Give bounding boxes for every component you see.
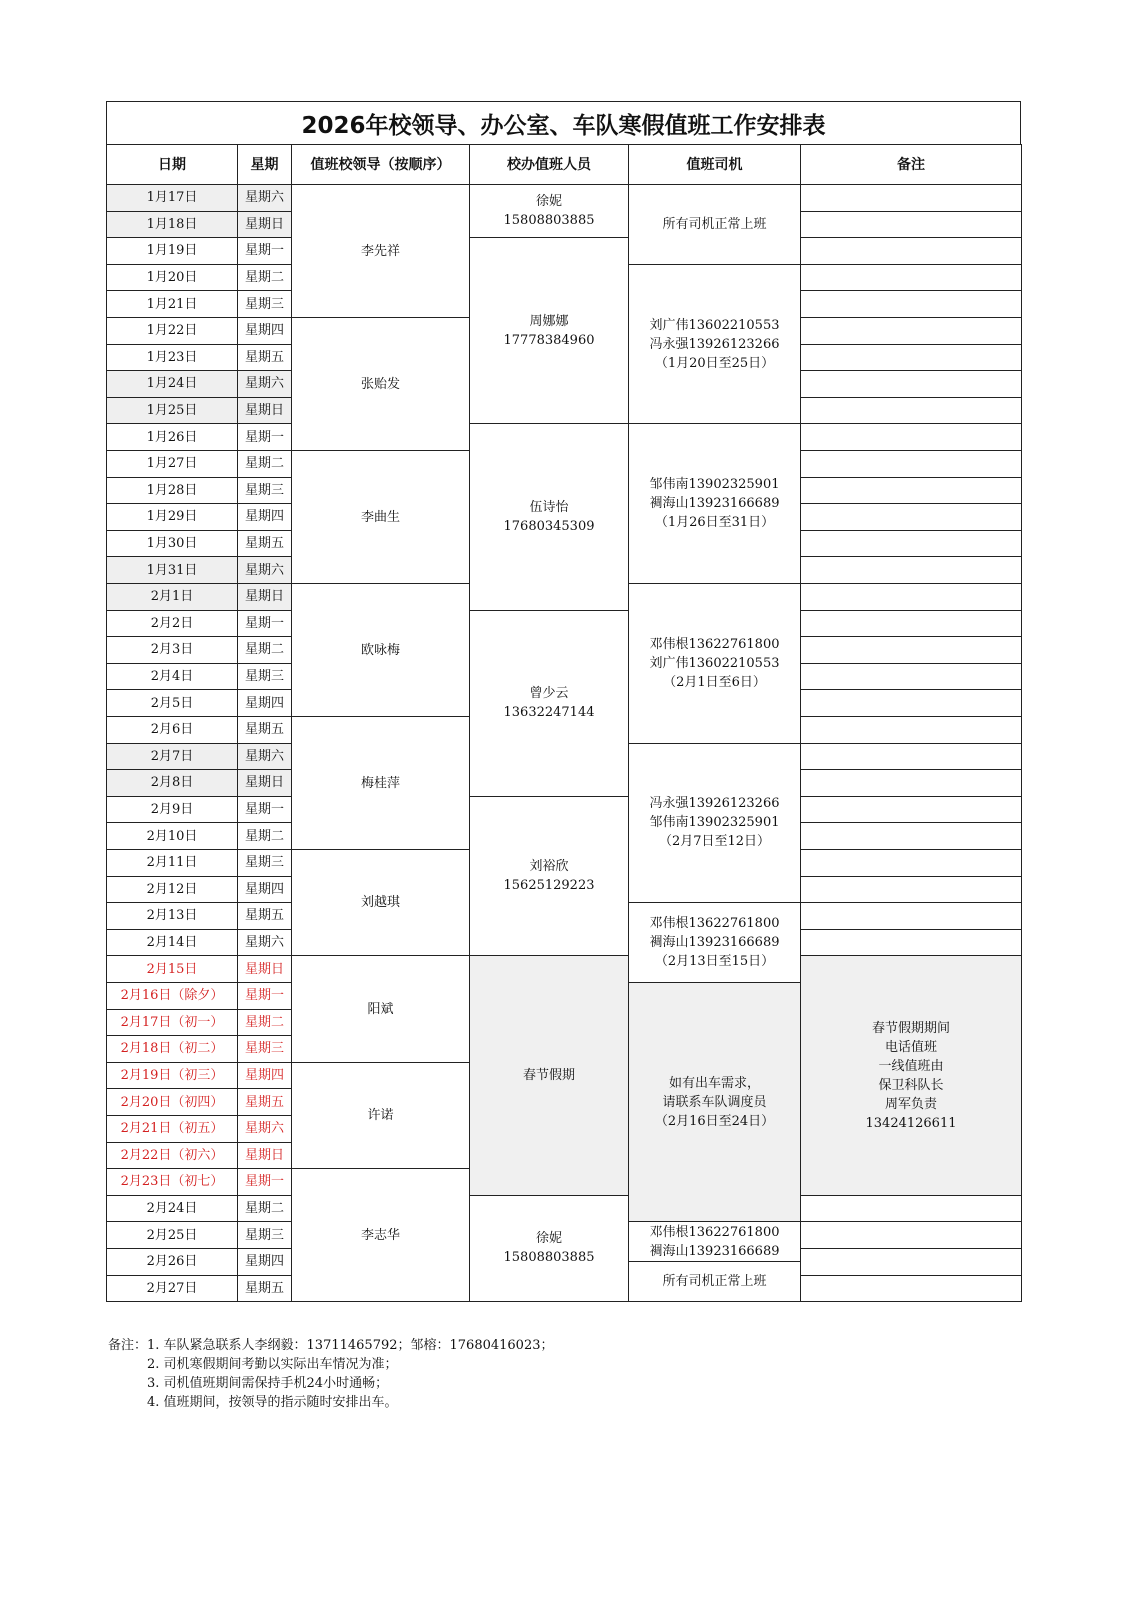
date-cell: 2月16日（除夕） — [106, 982, 238, 1010]
weekday-cell: 星期三 — [237, 1221, 292, 1249]
weekday-cell: 星期四 — [237, 876, 292, 904]
remarks-cell — [800, 876, 1022, 904]
leader-cell: 阳斌 — [291, 955, 470, 1062]
weekday-cell: 星期六 — [237, 743, 292, 771]
remarks-cell — [800, 211, 1022, 239]
date-cell: 2月21日（初五） — [106, 1115, 238, 1143]
driver-cell: 所有司机正常上班 — [628, 1261, 801, 1302]
header-office: 校办值班人员 — [469, 144, 629, 186]
weekday-cell: 星期二 — [237, 822, 292, 850]
weekday-cell: 星期日 — [237, 397, 292, 425]
remarks-cell — [800, 1195, 1022, 1223]
weekday-cell: 星期五 — [237, 716, 292, 744]
driver-cell: 刘广伟13602210553 冯永强13926123266 （1月20日至25日） — [628, 264, 801, 425]
date-cell: 2月3日 — [106, 636, 238, 664]
remarks-cell — [800, 477, 1022, 505]
driver-cell: 邹伟南13902325901 裯海山13923166689 （1月26日至31日） — [628, 423, 801, 584]
remarks-cell — [800, 344, 1022, 372]
remarks-cell — [800, 636, 1022, 664]
remarks-cell — [800, 503, 1022, 531]
weekday-cell: 星期二 — [237, 1195, 292, 1223]
remarks-cell — [800, 1248, 1022, 1276]
weekday-cell: 星期一 — [237, 796, 292, 824]
weekday-cell: 星期四 — [237, 317, 292, 345]
date-cell: 2月24日 — [106, 1195, 238, 1223]
remarks-cell — [800, 237, 1022, 265]
remarks-cell — [800, 743, 1022, 771]
date-cell: 1月29日 — [106, 503, 238, 531]
leader-cell: 张贻发 — [291, 317, 470, 451]
remarks-cell — [800, 556, 1022, 584]
date-cell: 1月23日 — [106, 344, 238, 372]
remarks-cell — [800, 822, 1022, 850]
remarks-cell — [800, 184, 1022, 212]
remarks-cell — [800, 290, 1022, 318]
weekday-cell: 星期一 — [237, 982, 292, 1010]
office-staff-cell: 徐妮 15808803885 — [469, 1195, 629, 1302]
date-cell: 1月31日 — [106, 556, 238, 584]
weekday-cell: 星期三 — [237, 849, 292, 877]
date-cell: 2月17日（初一） — [106, 1009, 238, 1037]
header-remarks: 备注 — [800, 144, 1022, 186]
remarks-cell — [800, 450, 1022, 478]
leader-cell: 欧咏梅 — [291, 583, 470, 717]
office-staff-cell: 春节假期 — [469, 955, 629, 1195]
date-cell: 2月6日 — [106, 716, 238, 744]
duty-schedule-table — [106, 101, 1021, 1331]
weekday-cell: 星期一 — [237, 423, 292, 451]
date-cell: 1月27日 — [106, 450, 238, 478]
weekday-cell: 星期四 — [237, 689, 292, 717]
remarks-cell — [800, 530, 1022, 558]
weekday-cell: 星期日 — [237, 769, 292, 797]
weekday-cell: 星期六 — [237, 1115, 292, 1143]
weekday-cell: 星期六 — [237, 370, 292, 398]
weekday-cell: 星期六 — [237, 929, 292, 957]
header-weekday: 星期 — [237, 144, 292, 186]
remarks-cell — [800, 716, 1022, 744]
date-cell: 2月13日 — [106, 902, 238, 930]
leader-cell: 李先祥 — [291, 184, 470, 318]
driver-cell: 邓伟根13622761800 刘广伟13602210553 （2月1日至6日） — [628, 583, 801, 744]
remarks-holiday-cell: 春节假期期间 电话值班 一线值班由 保卫科队长 周军负责 13424126611 — [800, 955, 1022, 1195]
office-staff-cell: 周娜娜 17778384960 — [469, 237, 629, 424]
weekday-cell: 星期六 — [237, 556, 292, 584]
weekday-cell: 星期五 — [237, 902, 292, 930]
footnote-1: 备注：1. 车队紧急联系人李纲毅：13711465792；邹榕：17680416023； — [108, 1338, 554, 1353]
driver-cell: 所有司机正常上班 — [628, 184, 801, 265]
weekday-cell: 星期日 — [237, 583, 292, 611]
weekday-cell: 星期二 — [237, 636, 292, 664]
date-cell: 1月20日 — [106, 264, 238, 292]
weekday-cell: 星期四 — [237, 1248, 292, 1276]
driver-cell: 如有出车需求， 请联系车队调度员 （2月16日至24日） — [628, 982, 801, 1222]
remarks-cell — [800, 796, 1022, 824]
date-cell: 1月24日 — [106, 370, 238, 398]
footnote-3: 3. 司机值班期间需保持手机24小时通畅； — [108, 1376, 389, 1391]
date-cell: 2月12日 — [106, 876, 238, 904]
weekday-cell: 星期一 — [237, 1168, 292, 1196]
date-cell: 2月15日 — [106, 955, 238, 983]
date-cell: 2月26日 — [106, 1248, 238, 1276]
weekday-cell: 星期二 — [237, 450, 292, 478]
table-title: 2026年校领导、办公室、车队寒假值班工作安排表 — [106, 101, 1021, 145]
date-cell: 1月21日 — [106, 290, 238, 318]
weekday-cell: 星期四 — [237, 1062, 292, 1090]
remarks-cell — [800, 689, 1022, 717]
weekday-cell: 星期三 — [237, 290, 292, 318]
leader-cell: 李志华 — [291, 1168, 470, 1302]
office-staff-cell: 曾少云 13632247144 — [469, 610, 629, 797]
remarks-cell — [800, 769, 1022, 797]
weekday-cell: 星期二 — [237, 1009, 292, 1037]
date-cell: 1月28日 — [106, 477, 238, 505]
date-cell: 2月1日 — [106, 583, 238, 611]
weekday-cell: 星期三 — [237, 477, 292, 505]
date-cell: 1月22日 — [106, 317, 238, 345]
office-staff-cell: 刘裕欣 15625129223 — [469, 796, 629, 957]
date-cell: 2月8日 — [106, 769, 238, 797]
office-staff-cell: 徐妮 15808803885 — [469, 184, 629, 238]
remarks-cell — [800, 929, 1022, 957]
date-cell: 2月5日 — [106, 689, 238, 717]
remarks-cell — [800, 610, 1022, 638]
weekday-cell: 星期三 — [237, 663, 292, 691]
header-driver: 值班司机 — [628, 144, 801, 186]
date-cell: 2月25日 — [106, 1221, 238, 1249]
weekday-cell: 星期五 — [237, 1088, 292, 1116]
weekday-cell: 星期四 — [237, 503, 292, 531]
footnote-2: 2. 司机寒假期间考勤以实际出车情况为准； — [108, 1357, 398, 1372]
remarks-cell — [800, 1221, 1022, 1249]
date-cell: 2月20日（初四） — [106, 1088, 238, 1116]
date-cell: 2月14日 — [106, 929, 238, 957]
date-cell: 1月30日 — [106, 530, 238, 558]
weekday-cell: 星期日 — [237, 1142, 292, 1170]
date-cell: 2月10日 — [106, 822, 238, 850]
weekday-cell: 星期一 — [237, 237, 292, 265]
date-cell: 2月19日（初三） — [106, 1062, 238, 1090]
header-leader: 值班校领导（按顺序） — [291, 144, 470, 186]
remarks-cell — [800, 663, 1022, 691]
date-cell: 2月4日 — [106, 663, 238, 691]
date-cell: 1月26日 — [106, 423, 238, 451]
remarks-cell — [800, 370, 1022, 398]
driver-cell: 冯永强13926123266 邹伟南13902325901 （2月7日至12日） — [628, 743, 801, 904]
remarks-cell — [800, 423, 1022, 451]
leader-cell: 梅桂萍 — [291, 716, 470, 850]
remarks-cell — [800, 397, 1022, 425]
weekday-cell: 星期三 — [237, 1035, 292, 1063]
weekday-cell: 星期五 — [237, 344, 292, 372]
date-cell: 2月27日 — [106, 1275, 238, 1303]
date-cell: 1月19日 — [106, 237, 238, 265]
date-cell: 2月2日 — [106, 610, 238, 638]
date-cell: 2月22日（初六） — [106, 1142, 238, 1170]
remarks-cell — [800, 264, 1022, 292]
weekday-cell: 星期六 — [237, 184, 292, 212]
weekday-cell: 星期日 — [237, 955, 292, 983]
weekday-cell: 星期日 — [237, 211, 292, 239]
driver-cell: 邓伟根13622761800 裯海山13923166689 （2月13日至15日） — [628, 902, 801, 983]
weekday-cell: 星期二 — [237, 264, 292, 292]
date-cell: 2月23日（初七） — [106, 1168, 238, 1196]
driver-cell: 邓伟根13622761800 裯海山13923166689 — [628, 1221, 801, 1262]
date-cell: 2月18日（初二） — [106, 1035, 238, 1063]
remarks-cell — [800, 583, 1022, 611]
header-date: 日期 — [106, 144, 238, 186]
date-cell: 2月9日 — [106, 796, 238, 824]
weekday-cell: 星期五 — [237, 1275, 292, 1303]
footnotes — [108, 1336, 1008, 1412]
date-cell: 2月7日 — [106, 743, 238, 771]
remarks-cell — [800, 849, 1022, 877]
leader-cell: 刘越琪 — [291, 849, 470, 956]
footnote-4: 4. 值班期间，按领导的指示随时安排出车。 — [108, 1395, 398, 1410]
date-cell: 1月17日 — [106, 184, 238, 212]
date-cell: 1月25日 — [106, 397, 238, 425]
remarks-cell — [800, 317, 1022, 345]
date-cell: 2月11日 — [106, 849, 238, 877]
office-staff-cell: 伍诗怡 17680345309 — [469, 423, 629, 610]
remarks-cell — [800, 902, 1022, 930]
date-cell: 1月18日 — [106, 211, 238, 239]
weekday-cell: 星期五 — [237, 530, 292, 558]
leader-cell: 许诺 — [291, 1062, 470, 1169]
weekday-cell: 星期一 — [237, 610, 292, 638]
remarks-cell — [800, 1275, 1022, 1303]
leader-cell: 李曲生 — [291, 450, 470, 584]
